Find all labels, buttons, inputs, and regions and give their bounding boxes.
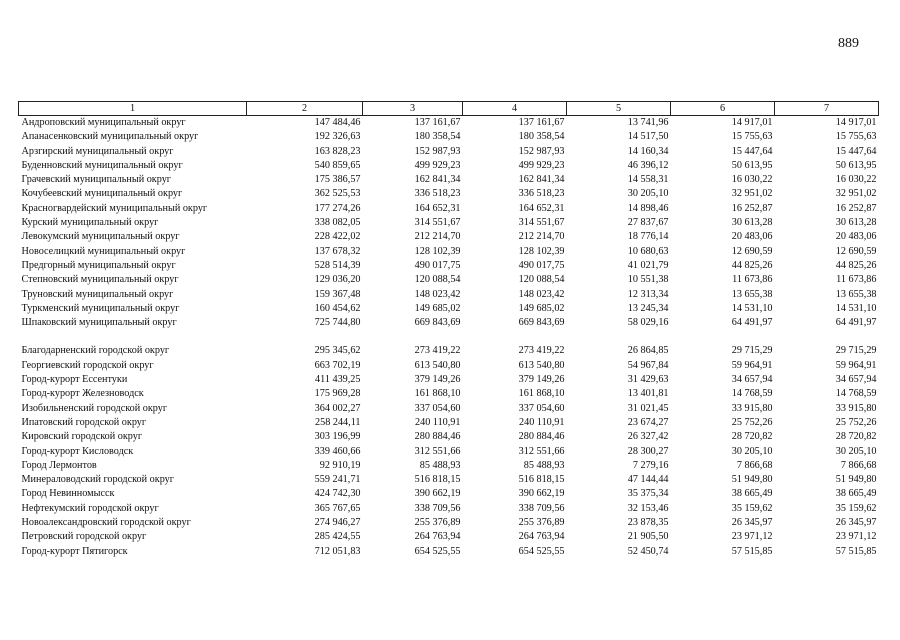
value-cell-col-4: 390 662,19 bbox=[518, 488, 565, 500]
column-header-5: 5 bbox=[567, 102, 671, 116]
district-name-cell: Ипатовский городской округ bbox=[21, 416, 147, 428]
table-row bbox=[19, 487, 879, 501]
value-cell-col-6: 28 720,82 bbox=[731, 431, 773, 443]
value-cell-col-7: 14 768,59 bbox=[835, 388, 877, 400]
value-cell-col-2: 92 910,19 bbox=[319, 459, 361, 471]
value-cell-col-5: 30 205,10 bbox=[627, 188, 669, 200]
district-name-cell: Минераловодский городской округ bbox=[21, 474, 174, 486]
value-cell-col-2: 365 767,65 bbox=[314, 502, 361, 514]
value-cell-col-6: 11 673,86 bbox=[732, 274, 773, 286]
value-cell-col-3: 128 102,39 bbox=[414, 245, 461, 257]
value-cell-col-2: 295 345,62 bbox=[314, 345, 361, 357]
value-cell-col-4: 149 685,02 bbox=[518, 302, 565, 314]
value-cell-col-3: 240 110,91 bbox=[415, 416, 461, 428]
value-cell-col-4: 212 214,70 bbox=[518, 231, 565, 243]
value-cell-col-5: 28 300,27 bbox=[627, 445, 669, 457]
value-cell-col-5: 14 558,31 bbox=[627, 174, 669, 186]
value-cell-col-6: 13 655,38 bbox=[731, 288, 773, 300]
value-cell-col-5: 21 905,50 bbox=[627, 531, 669, 543]
value-cell-col-5: 10 680,63 bbox=[627, 245, 669, 257]
value-cell-col-5: 31 021,45 bbox=[627, 402, 669, 414]
district-name-cell: Туркменский муниципальный округ bbox=[21, 302, 180, 314]
table-row bbox=[19, 187, 879, 201]
value-cell-col-2: 137 678,32 bbox=[314, 245, 361, 257]
value-cell-col-5: 23 878,35 bbox=[627, 517, 669, 529]
value-cell-col-2: 303 196,99 bbox=[314, 431, 361, 443]
value-cell-col-5: 54 967,84 bbox=[627, 359, 669, 371]
value-cell-col-4: 85 488,93 bbox=[523, 459, 565, 471]
value-cell-col-7: 59 964,91 bbox=[835, 359, 877, 371]
value-cell-col-6: 15 755,63 bbox=[731, 131, 773, 143]
value-cell-col-4: 379 149,26 bbox=[518, 374, 565, 386]
value-cell-col-6: 64 491,97 bbox=[731, 317, 773, 329]
value-cell-col-4: 264 763,94 bbox=[518, 531, 565, 543]
value-cell-col-6: 16 252,87 bbox=[731, 202, 773, 214]
value-cell-col-6: 51 949,80 bbox=[731, 474, 773, 486]
value-cell-col-3: 120 088,54 bbox=[414, 274, 461, 286]
value-cell-col-7: 64 491,97 bbox=[835, 317, 877, 329]
value-cell-col-6: 15 447,64 bbox=[731, 145, 773, 157]
value-cell-col-3: 164 652,31 bbox=[414, 202, 461, 214]
value-cell-col-4: 148 023,42 bbox=[518, 288, 565, 300]
value-cell-col-7: 20 483,06 bbox=[835, 231, 877, 243]
value-cell-col-2: 175 386,57 bbox=[314, 174, 361, 186]
district-name-cell: Новоалександровский городской округ bbox=[21, 517, 191, 529]
table-row bbox=[19, 516, 879, 530]
value-cell-col-4: 338 709,56 bbox=[518, 502, 565, 514]
value-cell-col-3: 149 685,02 bbox=[414, 302, 461, 314]
value-cell-col-5: 35 375,34 bbox=[627, 488, 669, 500]
district-name-cell: Кировский городской округ bbox=[21, 431, 143, 443]
table-row bbox=[19, 545, 879, 559]
value-cell-col-2: 159 367,48 bbox=[314, 288, 361, 300]
value-cell-col-5: 31 429,63 bbox=[627, 374, 669, 386]
district-name-cell: Труновский муниципальный округ bbox=[21, 288, 174, 300]
value-cell-col-3: 516 818,15 bbox=[414, 474, 461, 486]
value-cell-col-5: 58 029,16 bbox=[627, 317, 669, 329]
value-cell-col-7: 51 949,80 bbox=[835, 474, 877, 486]
value-cell-col-3: 499 929,23 bbox=[414, 159, 461, 171]
value-cell-col-6: 16 030,22 bbox=[731, 174, 773, 186]
value-cell-col-7: 7 866,68 bbox=[840, 459, 877, 471]
value-cell-col-4: 336 518,23 bbox=[518, 188, 565, 200]
value-cell-col-2: 362 525,53 bbox=[314, 188, 361, 200]
value-cell-col-3: 312 551,66 bbox=[414, 445, 461, 457]
district-name-cell: Буденновский муниципальный округ bbox=[21, 159, 183, 171]
value-cell-col-6: 34 657,94 bbox=[731, 374, 773, 386]
value-cell-col-3: 379 149,26 bbox=[414, 374, 461, 386]
value-cell-col-7: 38 665,49 bbox=[835, 488, 877, 500]
value-cell-col-6: 14 531,10 bbox=[731, 302, 773, 314]
value-cell-col-6: 32 951,02 bbox=[731, 188, 773, 200]
value-cell-col-3: 314 551,67 bbox=[414, 217, 461, 229]
value-cell-col-5: 14 160,34 bbox=[627, 145, 669, 157]
page-number: 889 bbox=[838, 36, 859, 51]
value-cell-col-5: 32 153,46 bbox=[627, 502, 669, 514]
value-cell-col-5: 13 245,34 bbox=[627, 302, 669, 314]
district-name-cell: Георгиевский городской округ bbox=[21, 359, 154, 371]
table-row bbox=[19, 359, 879, 373]
value-cell-col-5: 41 021,79 bbox=[627, 259, 669, 271]
value-cell-col-6: 30 613,28 bbox=[731, 217, 773, 229]
value-cell-col-7: 34 657,94 bbox=[835, 374, 877, 386]
value-cell-col-4: 499 929,23 bbox=[518, 159, 565, 171]
district-name-cell: Изобильненский городской округ bbox=[21, 402, 168, 414]
value-cell-col-7: 33 915,80 bbox=[835, 402, 877, 414]
value-cell-col-4: 152 987,93 bbox=[518, 145, 565, 157]
value-cell-col-4: 164 652,31 bbox=[518, 202, 565, 214]
value-cell-col-3: 280 884,46 bbox=[414, 431, 461, 443]
column-header-3: 3 bbox=[363, 102, 463, 116]
value-cell-col-3: 264 763,94 bbox=[414, 531, 461, 543]
table-row bbox=[19, 159, 879, 173]
value-cell-col-4: 280 884,46 bbox=[518, 431, 565, 443]
value-cell-col-7: 26 345,97 bbox=[835, 517, 877, 529]
value-cell-col-7: 11 673,86 bbox=[836, 274, 877, 286]
value-cell-col-2: 163 828,23 bbox=[314, 145, 361, 157]
value-cell-col-3: 613 540,80 bbox=[414, 359, 461, 371]
value-cell-col-6: 59 964,91 bbox=[731, 359, 773, 371]
district-name-cell: Город-курорт Железноводск bbox=[21, 388, 144, 400]
district-name-cell: Курский муниципальный округ bbox=[21, 217, 159, 229]
district-name-cell: Новоселицкий муниципальный округ bbox=[21, 245, 186, 257]
value-cell-col-5: 14 517,50 bbox=[627, 131, 669, 143]
value-cell-col-3: 669 843,69 bbox=[414, 317, 461, 329]
value-cell-col-4: 314 551,67 bbox=[518, 217, 565, 229]
district-name-cell: Город-курорт Пятигорск bbox=[21, 545, 128, 557]
value-cell-col-2: 663 702,19 bbox=[314, 359, 361, 371]
value-cell-col-2: 559 241,71 bbox=[314, 474, 361, 486]
value-cell-col-2: 258 244,11 bbox=[315, 416, 361, 428]
value-cell-col-6: 33 915,80 bbox=[731, 402, 773, 414]
value-cell-col-7: 44 825,26 bbox=[835, 259, 877, 271]
value-cell-col-4: 137 161,67 bbox=[518, 117, 565, 128]
value-cell-col-5: 10 551,38 bbox=[627, 274, 669, 286]
table-row bbox=[19, 202, 879, 216]
value-cell-col-7: 15 447,64 bbox=[835, 145, 877, 157]
district-name-cell: Петровский городской округ bbox=[21, 531, 147, 543]
table-row bbox=[19, 445, 879, 459]
table-row bbox=[19, 530, 879, 544]
value-cell-col-6: 29 715,29 bbox=[731, 345, 773, 357]
table-row bbox=[19, 245, 879, 259]
column-header-7: 7 bbox=[775, 102, 879, 116]
value-cell-col-2: 147 484,46 bbox=[314, 117, 361, 128]
value-cell-col-6: 25 752,26 bbox=[731, 416, 773, 428]
value-cell-col-6: 14 917,01 bbox=[731, 117, 773, 128]
table-row bbox=[19, 116, 879, 131]
value-cell-col-4: 654 525,55 bbox=[518, 545, 565, 557]
table-row bbox=[19, 416, 879, 430]
table-row bbox=[19, 473, 879, 487]
value-cell-col-7: 28 720,82 bbox=[835, 431, 877, 443]
district-name-cell: Предгорный муниципальный округ bbox=[21, 259, 176, 271]
table-row bbox=[19, 402, 879, 416]
value-cell-col-4: 128 102,39 bbox=[518, 245, 565, 257]
value-cell-col-2: 285 424,55 bbox=[314, 531, 361, 543]
value-cell-col-3: 85 488,93 bbox=[419, 459, 461, 471]
table-row bbox=[19, 344, 879, 358]
value-cell-col-2: 274 946,27 bbox=[314, 517, 361, 529]
district-name-cell: Апанасенковский муниципальный округ bbox=[21, 131, 199, 143]
value-cell-col-7: 16 030,22 bbox=[835, 174, 877, 186]
value-cell-col-2: 364 002,27 bbox=[314, 402, 361, 414]
value-cell-col-4: 613 540,80 bbox=[518, 359, 565, 371]
value-cell-col-4: 240 110,91 bbox=[519, 416, 565, 428]
value-cell-col-2: 228 422,02 bbox=[314, 231, 361, 243]
value-cell-col-5: 46 396,12 bbox=[627, 159, 669, 171]
value-cell-col-4: 516 818,15 bbox=[518, 474, 565, 486]
data-table bbox=[18, 101, 879, 559]
value-cell-col-7: 35 159,62 bbox=[835, 502, 877, 514]
value-cell-col-7: 12 690,59 bbox=[835, 245, 877, 257]
value-cell-col-7: 23 971,12 bbox=[835, 531, 877, 543]
value-cell-col-2: 528 514,39 bbox=[314, 259, 361, 271]
value-cell-col-2: 339 460,66 bbox=[314, 445, 361, 457]
value-cell-col-4: 669 843,69 bbox=[518, 317, 565, 329]
value-cell-col-3: 654 525,55 bbox=[414, 545, 461, 557]
value-cell-col-6: 35 159,62 bbox=[731, 502, 773, 514]
value-cell-col-2: 338 082,05 bbox=[314, 217, 361, 229]
value-cell-col-3: 162 841,34 bbox=[414, 174, 461, 186]
column-header-1: 1 bbox=[19, 102, 247, 116]
value-cell-col-3: 148 023,42 bbox=[414, 288, 461, 300]
table-row bbox=[19, 373, 879, 387]
value-cell-col-6: 57 515,85 bbox=[731, 545, 773, 557]
district-name-cell: Город Невинномысск bbox=[21, 488, 115, 500]
district-name-cell: Арзгирский муниципальный округ bbox=[21, 145, 174, 157]
column-header-6: 6 bbox=[671, 102, 775, 116]
value-cell-col-4: 490 017,75 bbox=[518, 259, 565, 271]
value-cell-col-4: 162 841,34 bbox=[518, 174, 565, 186]
table-row bbox=[19, 130, 879, 144]
value-cell-col-6: 12 690,59 bbox=[731, 245, 773, 257]
district-name-cell: Левокумский муниципальный округ bbox=[21, 231, 180, 243]
table-body bbox=[19, 116, 879, 559]
value-cell-col-6: 50 613,95 bbox=[731, 159, 773, 171]
value-cell-col-2: 129 036,20 bbox=[314, 274, 361, 286]
value-cell-col-4: 161 868,10 bbox=[518, 388, 565, 400]
value-cell-col-5: 27 837,67 bbox=[627, 217, 669, 229]
table-row bbox=[19, 302, 879, 316]
value-cell-col-4: 312 551,66 bbox=[518, 445, 565, 457]
value-cell-col-3: 336 518,23 bbox=[414, 188, 461, 200]
table-row bbox=[19, 459, 879, 473]
district-name-cell: Степновский муниципальный округ bbox=[21, 274, 179, 286]
value-cell-col-7: 32 951,02 bbox=[835, 188, 877, 200]
value-cell-col-6: 14 768,59 bbox=[731, 388, 773, 400]
value-cell-col-4: 337 054,60 bbox=[518, 402, 565, 414]
table-row bbox=[19, 288, 879, 302]
district-name-cell: Город-курорт Ессентуки bbox=[21, 374, 128, 386]
table-row bbox=[19, 273, 879, 287]
value-cell-col-7: 14 917,01 bbox=[835, 117, 877, 128]
value-cell-col-5: 18 776,14 bbox=[627, 231, 669, 243]
table-row bbox=[19, 316, 879, 330]
value-cell-col-5: 23 674,27 bbox=[627, 416, 669, 428]
value-cell-col-6: 23 971,12 bbox=[731, 531, 773, 543]
district-name-cell: Город Лермонтов bbox=[21, 459, 97, 471]
table-row bbox=[19, 173, 879, 187]
value-cell-col-3: 152 987,93 bbox=[414, 145, 461, 157]
district-name-cell: Красногвардейский муниципальный округ bbox=[21, 202, 208, 214]
value-cell-col-7: 30 205,10 bbox=[835, 445, 877, 457]
value-cell-col-5: 12 313,34 bbox=[627, 288, 669, 300]
value-cell-col-5: 26 327,42 bbox=[627, 431, 669, 443]
table-row bbox=[19, 145, 879, 159]
table-header-row bbox=[19, 102, 879, 116]
table-row bbox=[19, 259, 879, 273]
value-cell-col-7: 25 752,26 bbox=[835, 416, 877, 428]
value-cell-col-7: 57 515,85 bbox=[835, 545, 877, 557]
value-cell-col-7: 14 531,10 bbox=[835, 302, 877, 314]
section-spacer bbox=[19, 330, 879, 344]
value-cell-col-4: 180 358,54 bbox=[518, 131, 565, 143]
district-name-cell: Грачевский муниципальный округ bbox=[21, 174, 171, 186]
district-name-cell: Кочубеевский муниципальный округ bbox=[21, 188, 183, 200]
value-cell-col-5: 47 144,44 bbox=[627, 474, 669, 486]
value-cell-col-4: 273 419,22 bbox=[518, 345, 565, 357]
table-row bbox=[19, 216, 879, 230]
district-name-cell: Город-курорт Кисловодск bbox=[21, 445, 134, 457]
value-cell-col-3: 337 054,60 bbox=[414, 402, 461, 414]
value-cell-col-3: 212 214,70 bbox=[414, 231, 461, 243]
value-cell-col-6: 30 205,10 bbox=[731, 445, 773, 457]
value-cell-col-2: 175 969,28 bbox=[314, 388, 361, 400]
value-cell-col-7: 13 655,38 bbox=[835, 288, 877, 300]
column-header-2: 2 bbox=[247, 102, 363, 116]
value-cell-col-2: 411 439,25 bbox=[315, 374, 361, 386]
value-cell-col-7: 30 613,28 bbox=[835, 217, 877, 229]
district-name-cell: Андроповский муниципальный округ bbox=[21, 117, 186, 128]
column-header-4: 4 bbox=[463, 102, 567, 116]
district-name-cell: Благодарненский городской округ bbox=[21, 345, 170, 357]
value-cell-col-5: 13 741,96 bbox=[627, 117, 669, 128]
district-name-cell: Нефтекумский городской округ bbox=[21, 502, 159, 514]
value-cell-col-7: 15 755,63 bbox=[835, 131, 877, 143]
value-cell-col-2: 540 859,65 bbox=[314, 159, 361, 171]
value-cell-col-3: 137 161,67 bbox=[414, 117, 461, 128]
value-cell-col-2: 160 454,62 bbox=[314, 302, 361, 314]
value-cell-col-6: 20 483,06 bbox=[731, 231, 773, 243]
value-cell-col-2: 192 326,63 bbox=[314, 131, 361, 143]
value-cell-col-3: 490 017,75 bbox=[414, 259, 461, 271]
value-cell-col-5: 14 898,46 bbox=[627, 202, 669, 214]
table-row bbox=[19, 430, 879, 444]
value-cell-col-4: 120 088,54 bbox=[518, 274, 565, 286]
value-cell-col-2: 725 744,80 bbox=[314, 317, 361, 329]
value-cell-col-3: 273 419,22 bbox=[414, 345, 461, 357]
table-row bbox=[19, 230, 879, 244]
value-cell-col-2: 712 051,83 bbox=[314, 545, 361, 557]
district-name-cell: Шпаковский муниципальный округ bbox=[21, 317, 177, 329]
spacer-cell bbox=[19, 330, 879, 344]
value-cell-col-7: 29 715,29 bbox=[835, 345, 877, 357]
value-cell-col-3: 255 376,89 bbox=[414, 517, 461, 529]
value-cell-col-7: 50 613,95 bbox=[835, 159, 877, 171]
value-cell-col-6: 44 825,26 bbox=[731, 259, 773, 271]
value-cell-col-2: 177 274,26 bbox=[314, 202, 361, 214]
value-cell-col-2: 424 742,30 bbox=[314, 488, 361, 500]
value-cell-col-5: 7 279,16 bbox=[632, 459, 669, 471]
value-cell-col-3: 180 358,54 bbox=[414, 131, 461, 143]
value-cell-col-4: 255 376,89 bbox=[518, 517, 565, 529]
value-cell-col-6: 38 665,49 bbox=[731, 488, 773, 500]
value-cell-col-6: 7 866,68 bbox=[736, 459, 773, 471]
table-row bbox=[19, 502, 879, 516]
value-cell-col-7: 16 252,87 bbox=[835, 202, 877, 214]
value-cell-col-3: 390 662,19 bbox=[414, 488, 461, 500]
value-cell-col-3: 338 709,56 bbox=[414, 502, 461, 514]
value-cell-col-5: 26 864,85 bbox=[627, 345, 669, 357]
table-row bbox=[19, 387, 879, 401]
value-cell-col-5: 52 450,74 bbox=[627, 545, 669, 557]
value-cell-col-6: 26 345,97 bbox=[731, 517, 773, 529]
value-cell-col-5: 13 401,81 bbox=[627, 388, 669, 400]
value-cell-col-3: 161 868,10 bbox=[414, 388, 461, 400]
